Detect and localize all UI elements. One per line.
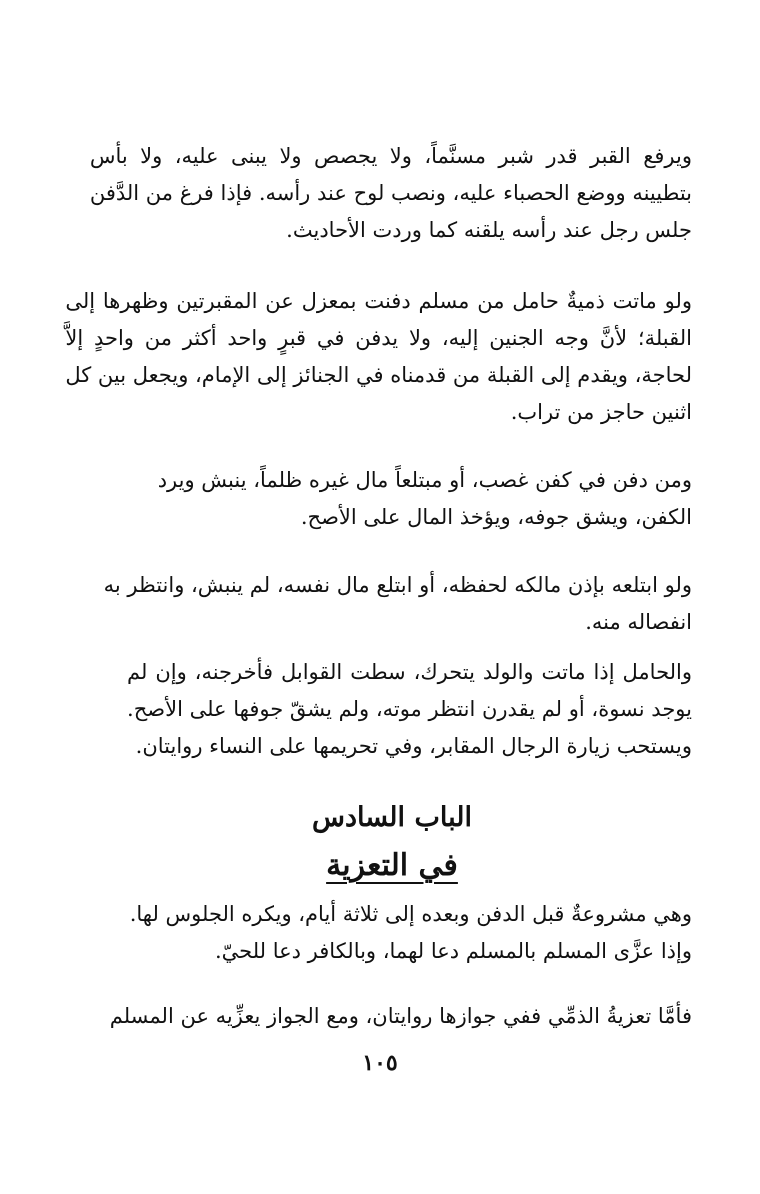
text-line: وإذا عزَّى المسلم بالمسلم دعا لهما، وبالكافر دعا للحيّ. <box>214 939 692 963</box>
text-line: لحاجة، ويقدم إلى القبلة من قدمناه في الجنائز إلى الإمام، ويجعل بين كل <box>65 363 692 387</box>
text-line: ولو ماتت ذميةٌ حامل من مسلم دفنت بمعزل عن المقبرتين وظهرها إلى <box>65 289 692 313</box>
chapter-subheading: في التعزية <box>326 848 458 883</box>
text-line: انفصاله منه. <box>585 610 692 634</box>
text-line: ولو ابتلعه بإذن مالكه لحفظه، أو ابتلع مال نفسه، لم ينبش، وانتظر به <box>103 573 692 597</box>
text-line: بتطيينه ووضع الحصباء عليه، ونصب لوح عند رأسه. فإذا فرغ من الدَّفن <box>89 181 692 205</box>
chapter-heading: الباب السادس <box>312 802 472 833</box>
text-line: القبلة؛ لأنَّ وجه الجنين إليه، ولا يدفن في قبرٍ واحد أكثر من واحدٍ إلاَّ <box>65 326 692 350</box>
text-line: اثنين حاجز من تراب. <box>510 400 692 424</box>
text-line: الكفن، ويشق جوفه، ويؤخذ المال على الأصح. <box>300 505 692 529</box>
paragraph-dhimmi-condolence <box>110 998 692 1035</box>
paragraph-dhimmi-pregnant <box>65 283 692 431</box>
paragraph-grave-raising <box>90 138 692 249</box>
text-line: ومن دفن في كفن غصب، أو مبتلعاً مال غيره ظلماً، ينبش ويرد <box>157 468 692 492</box>
text-line: فأمَّا تعزيةُ الذمِّي ففي جوازها روايتان، ومع الجواز يعزِّيه عن المسلم <box>109 1004 692 1028</box>
page-number: ١٠٥ <box>362 1050 398 1076</box>
text-line: والحامل إذا ماتت والولد يتحرك، سطت القوابل فأخرجنه، وإن لم <box>127 660 692 684</box>
text-line: ويرفع القبر قدر شبر مسنَّماً، ولا يجصص ولا يبنى عليه، ولا بأس <box>89 144 692 168</box>
paragraph-swallowed-with-permission <box>104 567 692 641</box>
text-line: يوجد نسوة، أو لم يقدرن انتظر موته، ولم يشقّ جوفها على الأصح. <box>127 697 692 721</box>
text-line: جلس رجل عند رأسه يلقنه كما وردت الأحاديث. <box>286 218 692 242</box>
text-line: وهي مشروعةٌ قبل الدفن وبعده إلى ثلاثة أيام، ويكره الجلوس لها. <box>129 902 692 926</box>
paragraph-pregnant-woman <box>127 654 692 765</box>
paragraph-condolence <box>130 896 692 970</box>
paragraph-usurped-shroud <box>158 462 692 536</box>
text-line: ويستحب زيارة الرجال المقابر، وفي تحريمها على النساء روايتان. <box>135 734 692 758</box>
